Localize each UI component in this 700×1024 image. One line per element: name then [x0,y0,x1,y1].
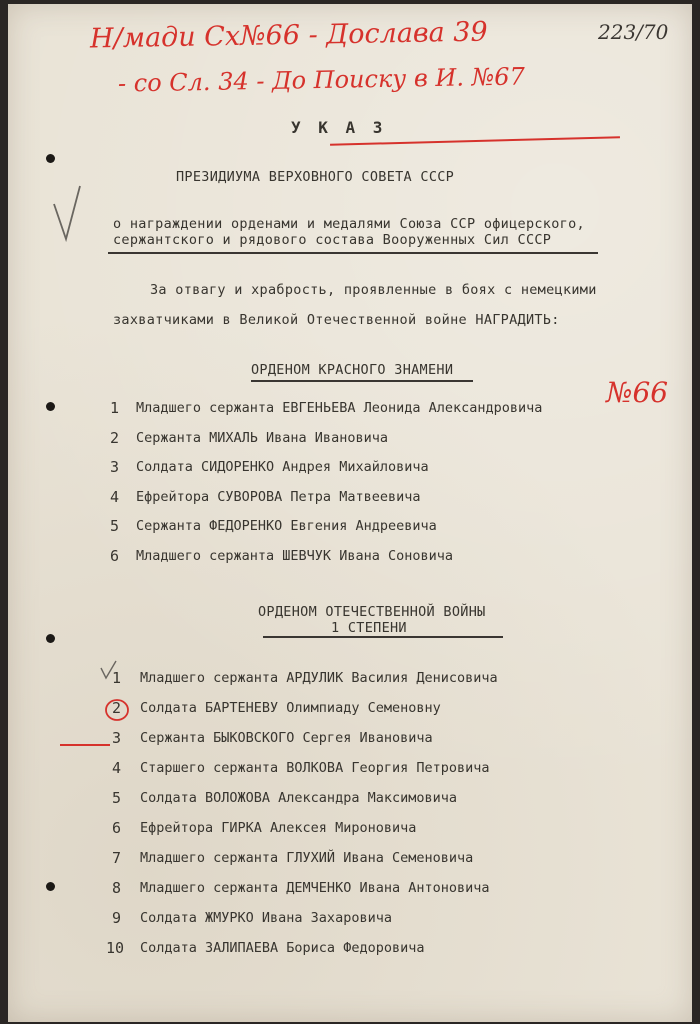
list-item-text: Ефрейтора СУВОРОВА Петра Матвеевича [136,488,421,505]
list-item-number: 2 [112,699,122,717]
list-item-number: 4 [112,759,122,777]
list-item-text: Сержанта МИХАЛЬ Ивана Ивановича [136,429,388,446]
list-item-number: 2 [110,428,120,447]
list-item-text: Старшего сержанта ВОЛКОВА Георгия Петровича [140,760,490,776]
red-underline [330,136,620,146]
section1-heading: ОРДЕНОМ КРАСНОГО ЗНАМЕНИ [251,362,454,378]
list-item-number: 6 [110,546,120,565]
list-item-number: 3 [112,729,122,747]
binder-hole [46,402,55,411]
list-item-number: 9 [112,909,122,927]
list-item-text: Сержанта ФЕДОРЕНКО Евгения Андреевича [136,518,437,534]
section2-underline [263,636,503,638]
handwritten-note-line1: Н/мади Сх№66 - Дослава 39 [89,16,488,55]
list-item-text: Солдата ЗАЛИПАЕВА Бориса Федоровича [140,940,425,956]
list-item-number: 5 [110,517,120,535]
list-item-number: 8 [112,879,122,897]
list-item-number: 4 [110,487,120,506]
document-page [8,4,692,1022]
list-item-text: Младшего сержанта ДЕМЧЕНКО Ивана Антоновича [140,880,490,896]
list-item-text: Солдата БАРТЕНЕВУ Олимпиаду Семеновну [140,700,441,716]
list-item-number: 1 [112,669,122,687]
section1-underline [251,380,473,382]
list-item-text: Сержанта БЫКОВСКОГО Сергея Ивановича [140,730,433,746]
about-underline [108,252,598,254]
list-item-number: 3 [110,458,120,476]
list-item-number: 6 [112,819,122,837]
section2-heading-line1: ОРДЕНОМ ОТЕЧЕСТВЕННОЙ ВОЙНЫ [258,604,486,620]
list-item-number: 10 [106,939,125,957]
red-circle-mark [103,696,133,724]
section2-heading-line2: 1 СТЕПЕНИ [331,620,407,636]
decree-subtitle: ПРЕЗИДИУМА ВЕРХОВНОГО СОВЕТА СССР [176,169,455,185]
intro-line2: захватчиками в Великой Отечественной войне НАГРАДИТЬ: [113,312,560,328]
watermark [546,473,558,488]
list-item-text: Солдата СИДОРЕНКО Андрея Михайловича [136,459,429,475]
list-item-text: Младшего сержанта АРДУЛИК Василия Денисовича [140,670,498,686]
list-item-text: Ефрейтора ГИРКА Алексея Мироновича [140,820,417,836]
list-item-text: Солдата ВОЛОЖОВА Александра Максимовича [140,790,457,806]
handwritten-note-line2: - со Сл. 34 - До Поиску в И. №67 [117,62,526,98]
decree-title: У К А З [291,118,387,137]
red-number-mark: №66 [606,376,669,409]
list-item-number: 1 [110,399,120,417]
list-item-text: Младшего сержанта ГЛУХИЙ Ивана Семеновича [140,850,474,866]
archive-reference: 223/70 [598,20,669,44]
binder-hole [46,882,55,891]
decree-about-line2: сержантского и рядового состава Вооруженных Сил СССР [113,232,552,248]
binder-hole [46,154,55,163]
small-check-icon [100,660,118,680]
list-item-text: Младшего сержанта ЕВГЕНЬЕВА Леонида Александровича [136,400,543,416]
binder-hole [46,634,55,643]
list-item-number: 5 [112,789,122,807]
list-item-number: 7 [112,849,122,867]
intro-line1: За отвагу и храбрость, проявленные в боях с немецкими [150,282,597,298]
check-mark-icon [52,184,82,244]
list-item-text: Солдата ЖМУРКО Ивана Захаровича [140,910,392,926]
red-margin-line [60,744,110,746]
decree-about-line1: о награждении орденами и медалями Союза ССР офицерского, [113,216,585,232]
list-item-text: Младшего сержанта ШЕВЧУК Ивана Соновича [136,547,453,564]
